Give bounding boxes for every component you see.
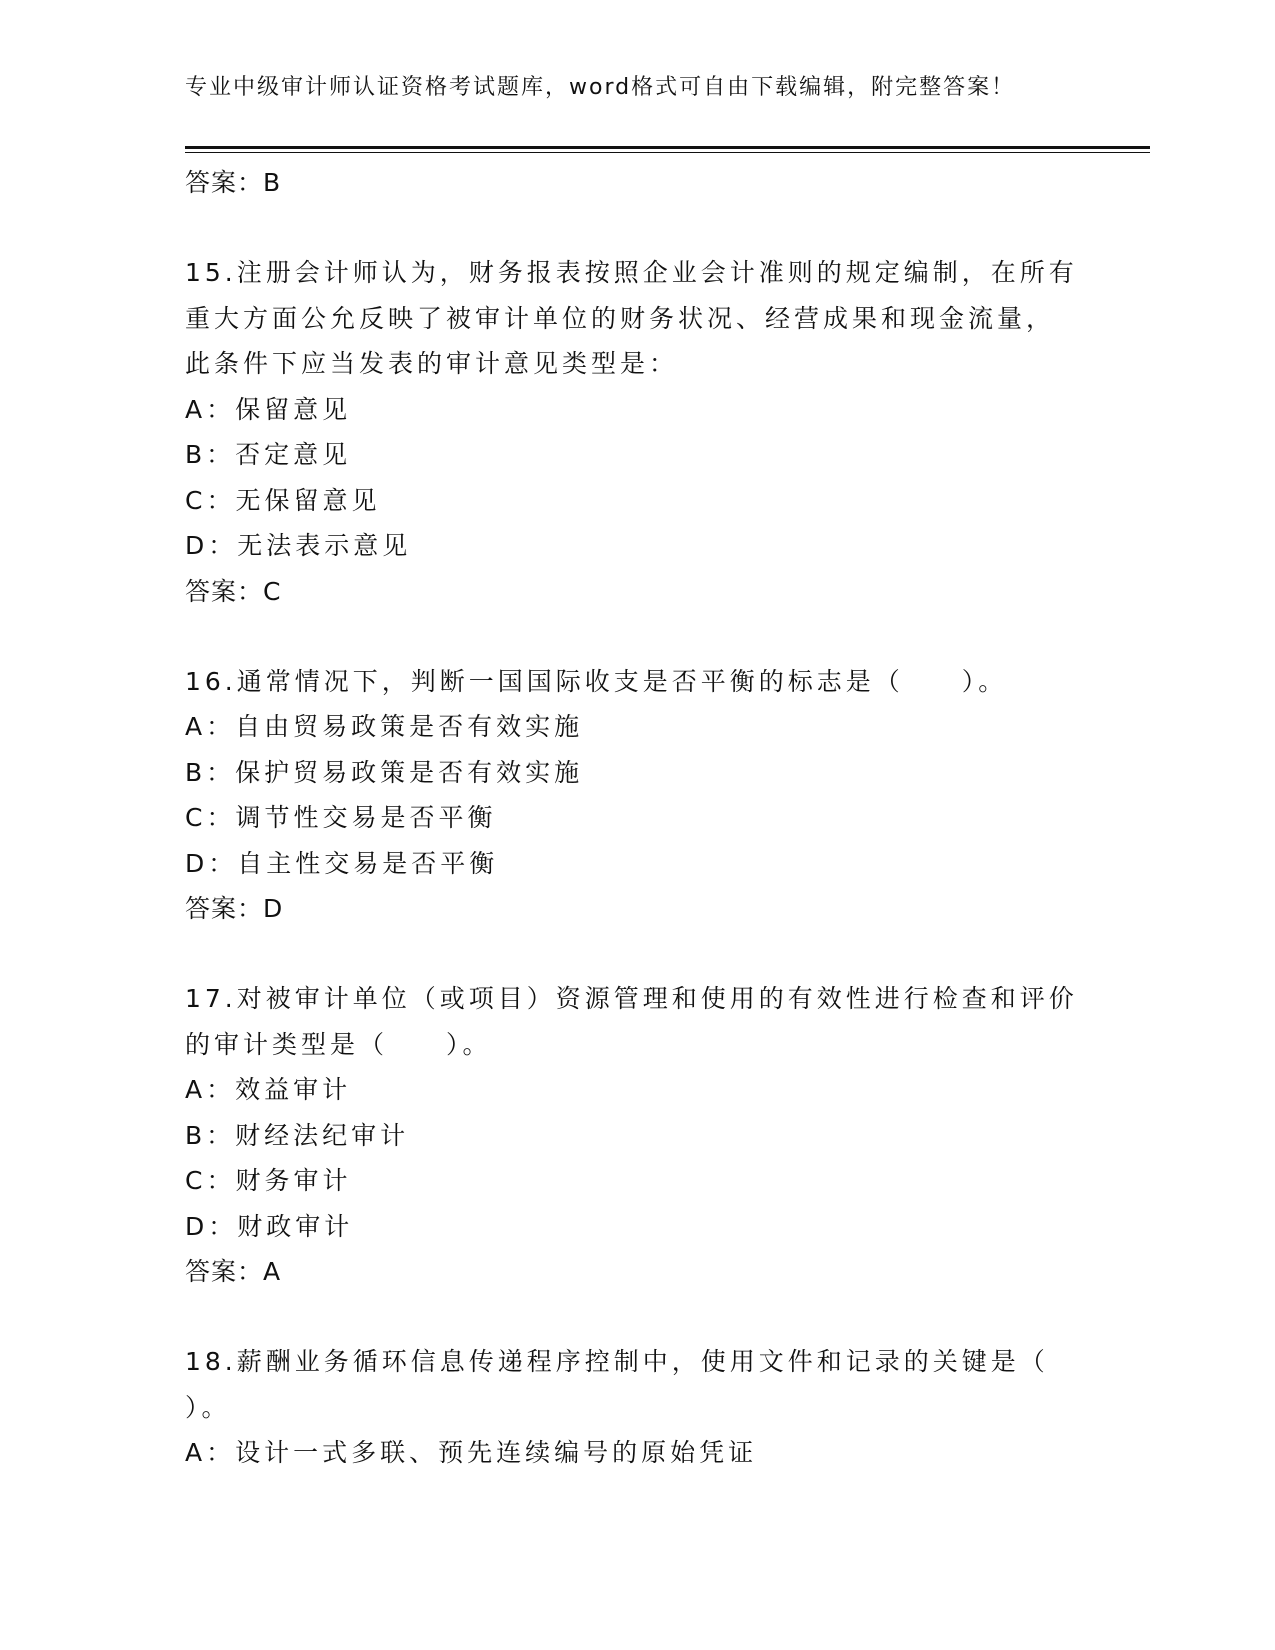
question-15	[185, 250, 1105, 615]
option-a: A：设计一式多联、预先连续编号的原始凭证	[185, 1438, 758, 1467]
question-stem-line: 17.对被审计单位（或项目）资源管理和使用的有效性进行检查和评价	[185, 984, 1078, 1013]
page-header: 专业中级审计师认证资格考试题库，word格式可自由下载编辑，附完整答案！	[185, 75, 1016, 100]
option-a: A：效益审计	[185, 1075, 352, 1104]
exam-content	[185, 160, 1105, 1476]
answer-line: 答案：C	[185, 576, 282, 606]
question-18	[185, 1339, 1105, 1476]
question-stem-line: 重大方面公允反映了被审计单位的财务状况、经营成果和现金流量，	[185, 303, 1056, 333]
question-stem-line: 18.薪酬业务循环信息传递程序控制中，使用文件和记录的关键是（	[185, 1347, 1049, 1376]
question-stem-line: ）。	[185, 1392, 231, 1422]
option-c: C：无保留意见	[185, 485, 381, 515]
answer-line: 答案：A	[185, 1257, 282, 1286]
option-b: B：保护贸易政策是否有效实施	[185, 757, 584, 787]
question-stem-line: 16.通常情况下，判断一国国际收支是否平衡的标志是（ ）。	[185, 666, 1008, 696]
option-d: D：自主性交易是否平衡	[185, 848, 499, 878]
option-a: A：保留意见	[185, 394, 352, 424]
question-stem-line: 15.注册会计师认为，财务报表按照企业会计准则的规定编制，在所有	[185, 258, 1078, 287]
answer-line: 答案：B	[185, 168, 282, 197]
question-stem-line: 的审计类型是（ ）。	[185, 1029, 492, 1059]
option-b: B：财经法纪审计	[185, 1120, 410, 1150]
option-b: B：否定意见	[185, 440, 352, 469]
question-16	[185, 659, 1105, 933]
option-c: C：调节性交易是否平衡	[185, 803, 497, 832]
answer-line: 答案：D	[185, 894, 284, 923]
option-c: C：财务审计	[185, 1166, 352, 1195]
question-17	[185, 976, 1105, 1295]
header-rule-thin	[185, 152, 1150, 153]
option-d: D：财政审计	[185, 1211, 354, 1241]
option-a: A：自由贸易政策是否有效实施	[185, 712, 584, 741]
header-rule-thick	[185, 146, 1150, 149]
question-stem-line: 此条件下应当发表的审计意见类型是：	[185, 349, 679, 378]
option-d: D：无法表示意见	[185, 531, 412, 560]
